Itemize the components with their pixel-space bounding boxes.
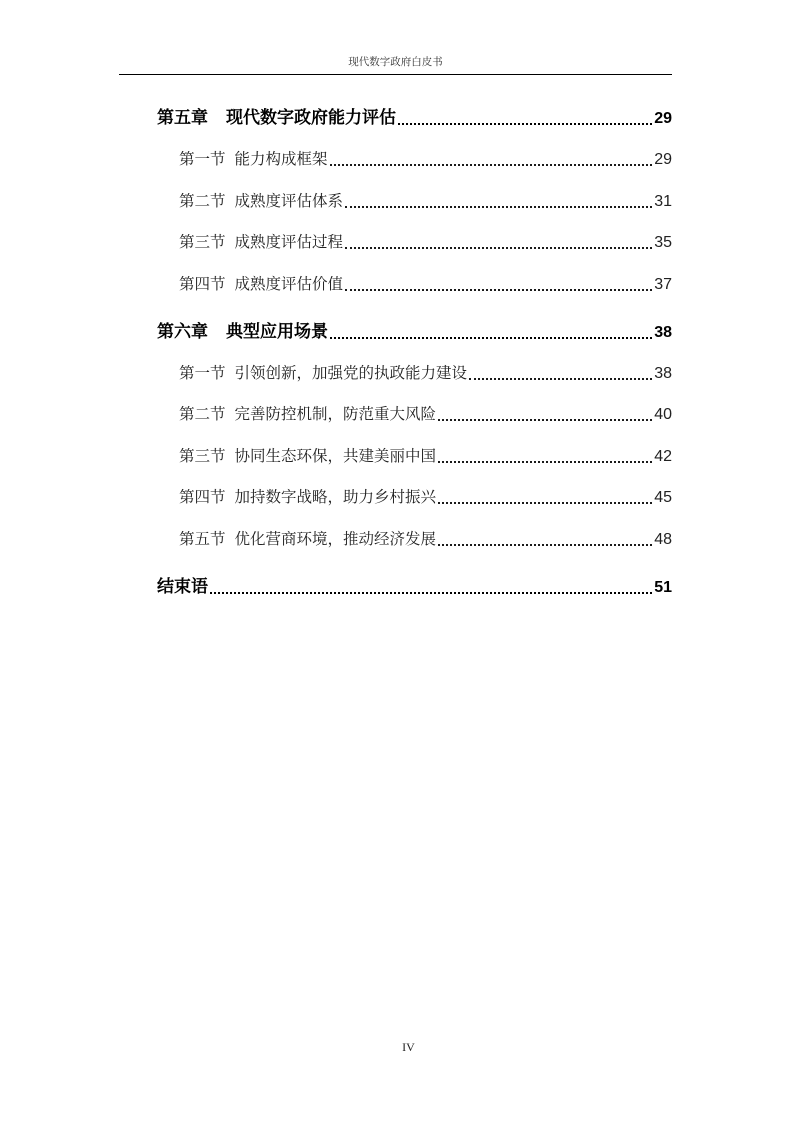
footer-page-number: IV xyxy=(402,1040,415,1054)
section-title: 协同生态环保，共建美丽中国 xyxy=(234,446,437,465)
chapter-title: 典型应用场景 xyxy=(226,321,328,342)
section-number: 第一节 xyxy=(179,150,226,168)
page-number: 29 xyxy=(654,151,672,168)
page-number: 42 xyxy=(654,447,672,465)
chapter-number: 第六章 xyxy=(157,321,208,342)
running-header xyxy=(119,54,672,75)
header-title: 现代数字政府白皮书 xyxy=(348,56,443,68)
section-title: 成熟度评估体系 xyxy=(234,191,344,210)
toc-section-6-3[interactable] xyxy=(157,442,672,470)
page-number: 38 xyxy=(654,323,672,341)
dot-leader xyxy=(345,247,652,249)
dot-leader xyxy=(469,378,652,380)
dot-leader xyxy=(345,289,652,291)
section-title: 完善防控机制，防范重大风险 xyxy=(234,405,437,423)
dot-leader xyxy=(210,592,652,594)
section-number: 第三节 xyxy=(179,446,226,465)
page-number: 51 xyxy=(654,578,672,596)
section-number: 第四节 xyxy=(179,488,226,506)
section-title: 引领创新，加强党的执政能力建设 xyxy=(234,363,468,382)
dot-leader xyxy=(330,337,652,339)
section-number: 第一节 xyxy=(179,363,226,382)
toc-section-5-1[interactable] xyxy=(157,145,672,173)
toc-section-6-5[interactable] xyxy=(157,525,672,553)
toc-chapter-5[interactable] xyxy=(157,104,672,132)
page-number: 40 xyxy=(654,406,672,423)
dot-leader xyxy=(438,461,652,463)
dot-leader xyxy=(398,123,652,125)
table-of-contents xyxy=(157,104,672,601)
chapter-number: 第五章 xyxy=(157,108,208,128)
page-number: 45 xyxy=(654,489,672,506)
dot-leader xyxy=(330,164,653,166)
dot-leader xyxy=(438,502,652,504)
dot-leader xyxy=(345,206,652,208)
toc-chapter-6[interactable] xyxy=(157,318,672,346)
section-title: 加持数字战略，助力乡村振兴 xyxy=(234,488,437,506)
page-number: 31 xyxy=(654,192,672,210)
toc-section-6-4[interactable] xyxy=(157,483,672,511)
page-number: 29 xyxy=(654,110,672,127)
toc-section-6-1[interactable] xyxy=(157,359,672,387)
section-title: 能力构成框架 xyxy=(234,150,328,168)
dot-leader xyxy=(438,419,652,421)
chapter-title: 结束语 xyxy=(157,576,208,597)
toc-conclusion[interactable] xyxy=(157,573,672,601)
page-number: 35 xyxy=(654,234,672,251)
page-number: 37 xyxy=(654,275,672,293)
toc-section-5-2[interactable] xyxy=(157,187,672,215)
toc-section-5-3[interactable] xyxy=(157,228,672,256)
chapter-title: 现代数字政府能力评估 xyxy=(226,108,396,128)
section-title: 优化营商环境，推动经济发展 xyxy=(234,529,437,548)
section-number: 第三节 xyxy=(179,233,226,251)
section-number: 第二节 xyxy=(179,191,226,210)
dot-leader xyxy=(438,544,652,546)
page-number: 48 xyxy=(654,530,672,548)
section-number: 第五节 xyxy=(179,529,226,548)
toc-section-5-4[interactable] xyxy=(157,270,672,298)
section-title: 成熟度评估过程 xyxy=(234,233,344,251)
toc-section-6-2[interactable] xyxy=(157,400,672,428)
page-footer xyxy=(0,1040,793,1055)
section-title: 成熟度评估价值 xyxy=(234,274,344,293)
section-number: 第四节 xyxy=(179,274,226,293)
page-number: 38 xyxy=(654,364,672,382)
section-number: 第二节 xyxy=(179,405,226,423)
